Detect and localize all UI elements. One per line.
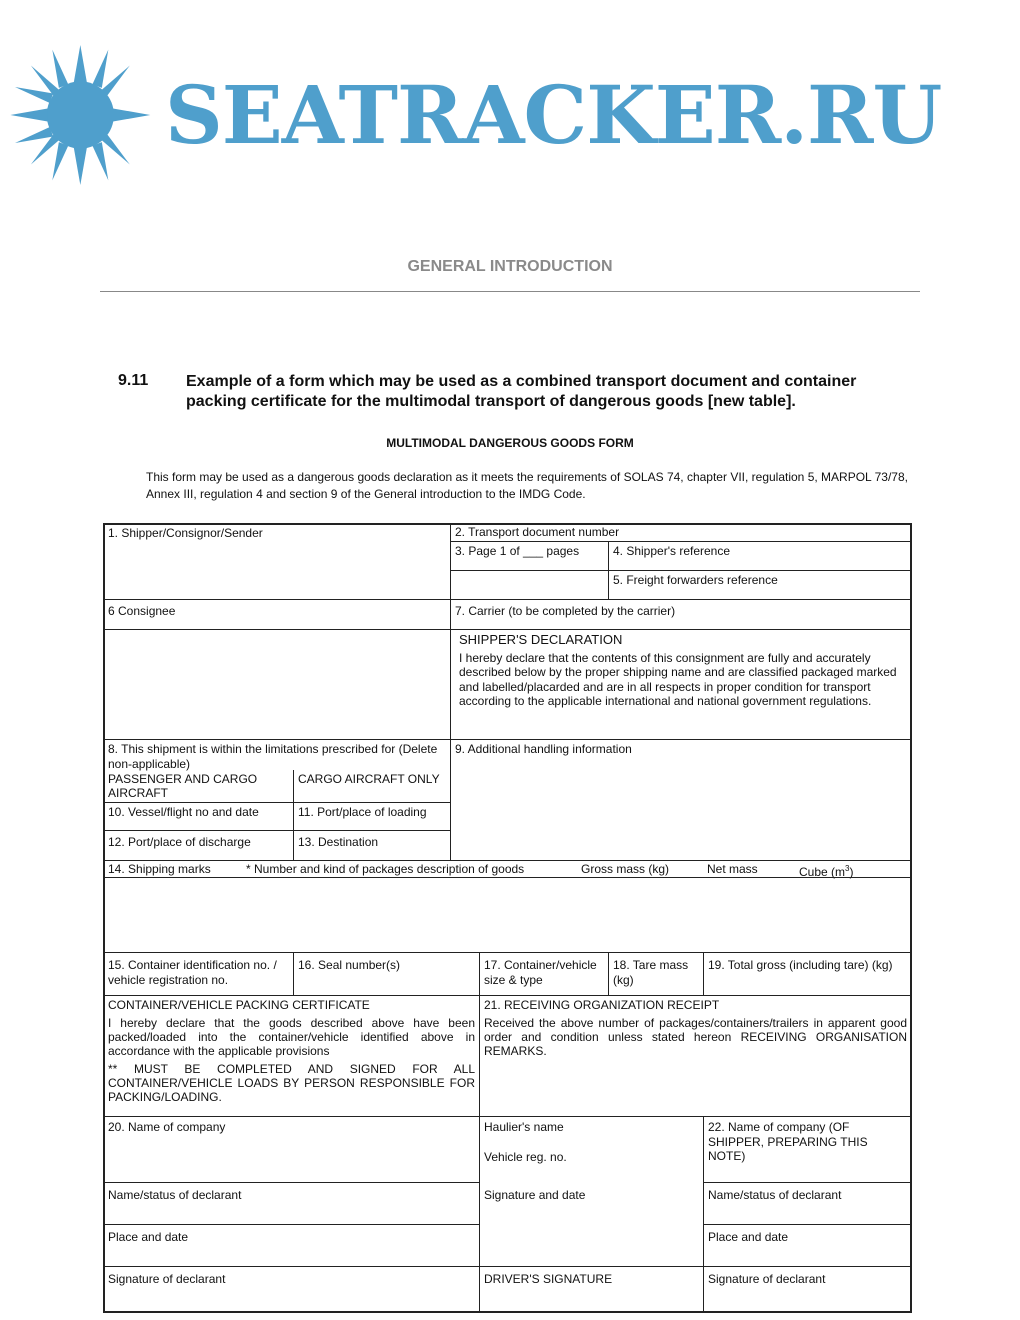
field-label: Place and date [708, 1230, 789, 1244]
form-outer-border [103, 523, 912, 1313]
net-mass-label: Net mass [707, 862, 758, 876]
form-title: MULTIMODAL DANGEROUS GOODS FORM [386, 436, 634, 450]
receipt-text: Received the above number of packages/containers/trailers in apparent good order and condition unless stated hereon RECEIVING ORGANISATION REMARKS. [484, 1016, 907, 1058]
watermark-starburst-icon [10, 45, 160, 185]
field-label: 3. Page 1 of ___ pages [455, 544, 580, 558]
shipping-marks-label: 14. Shipping marks [108, 862, 211, 876]
field-label: 10. Vessel/flight no and date [108, 805, 259, 819]
cube-label: Cube $(m^3)$ [799, 864, 854, 879]
field-label: 17. Container/vehicle size & type [484, 958, 597, 987]
field-label: 6 Consignee [108, 604, 176, 618]
field-label: CARGO AIRCRAFT ONLY [298, 772, 440, 786]
certificate-title: CONTAINER/VEHICLE PACKING CERTIFICATE [108, 998, 370, 1012]
field-label: 15. Container identification no. / vehicle registration no. [108, 958, 277, 987]
signature-date-label: Signature and date [484, 1188, 586, 1202]
field-label: 1. Shipper/Consignor/Sender [108, 526, 263, 540]
vehicle-reg-label: Vehicle reg. no. [484, 1150, 567, 1164]
page-header-title: GENERAL INTRODUCTION [407, 258, 613, 275]
section-title: Example of a form which may be used as a combined transport document and container packing certificate for the multimodal transport of dangerous goods [new table]. [186, 373, 857, 410]
declaration-title: SHIPPER'S DECLARATION [459, 632, 623, 647]
field-label: DRIVER'S SIGNATURE [484, 1272, 613, 1286]
field-label: 9. Additional handling information [455, 742, 632, 756]
field-label: PASSENGER AND CARGO AIRCRAFT [108, 772, 258, 800]
watermark-logo: SEATRACKER.RU [165, 68, 942, 162]
section-number: 9.11 [118, 372, 149, 389]
gross-mass-label: Gross mass (kg) [581, 862, 670, 876]
field-label: Signature of declarant [108, 1272, 226, 1286]
packages-description-label: * Number and kind of packages description of goods [246, 862, 525, 876]
certificate-note: ** MUST BE COMPLETED AND SIGNED FOR ALL CONTAINER/VEHICLE LOADS BY PERSON RESPONSIBLE FOR PACKING/LOADING. [108, 1062, 475, 1104]
field-label: 13. Destination [298, 835, 379, 849]
field-label: 22. Name of company (OF SHIPPER, PREPARING THIS NOTE) [708, 1120, 868, 1163]
field-label: 12. Port/place of discharge [108, 835, 251, 849]
field-label: Signature of declarant [708, 1272, 826, 1286]
hauliers-name-label: Haulier's name [484, 1120, 564, 1134]
field-label: 11. Port/place of loading [298, 805, 427, 819]
field-label: 5. Freight forwarders reference [613, 573, 778, 587]
field-label: 16. Seal number(s) [298, 958, 401, 972]
declaration-text: I hereby declare that the contents of this consignment are fully and accurately described below by the proper shipping name and are classified packaged marked and labelled/placarded and are in all respects in proper condition for transport according to the applicable international and national government regulations. [459, 650, 897, 708]
certificate-text: I hereby declare that the goods described above have been packed/loaded into the container/vehicle identified above in accordance with the applicable provisions [108, 1016, 475, 1058]
field-label: Place and date [108, 1230, 189, 1244]
field-label: 4. Shipper's reference [613, 544, 731, 558]
field-label: 8. This shipment is within the limitations prescribed for (Delete non-applicable) [108, 742, 438, 771]
field-label: 7. Carrier (to be completed by the carrier) [455, 604, 676, 618]
field-label: 18. Tare mass (kg) [613, 958, 689, 987]
field-label: 2. Transport document number [455, 525, 620, 539]
field-label: 20. Name of company [108, 1120, 226, 1134]
field-label: Name/status of declarant [708, 1188, 842, 1202]
form-intro: This form may be used as a dangerous goods declaration as it meets the requirements of SOLAS 74, chapter VII, regulation 5, MARPOL 73/78, Annex III, regulation 4 and section 9 of the General introduction to the IMDG Code. [146, 470, 908, 501]
field-label: 19. Total gross (including tare) (kg) [708, 958, 893, 972]
field-label: Name/status of declarant [108, 1188, 242, 1202]
receipt-title: 21. RECEIVING ORGANIZATION RECEIPT [484, 998, 720, 1012]
header-divider [100, 291, 920, 292]
